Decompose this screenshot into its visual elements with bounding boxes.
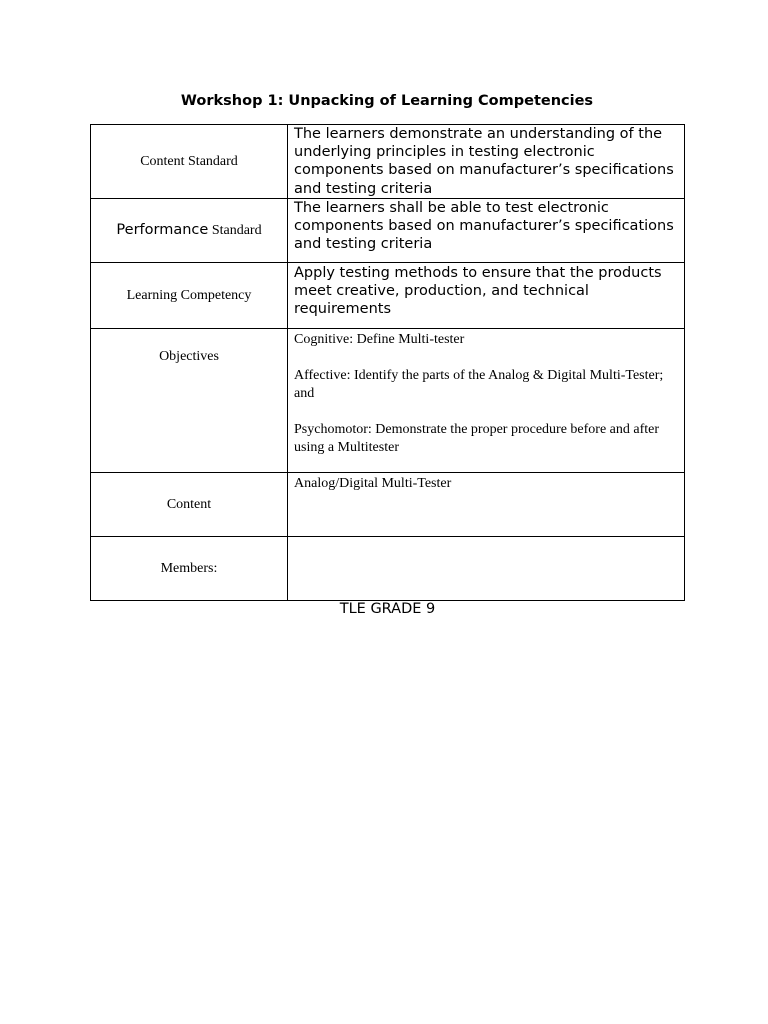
label-cell bbox=[91, 125, 288, 199]
objectives-label: Objectives bbox=[159, 349, 219, 364]
cognitive-objective: Cognitive: Define Multi-tester bbox=[294, 332, 465, 347]
table-row bbox=[91, 537, 685, 601]
label-cell bbox=[91, 473, 288, 537]
content-text: Analog/Digital Multi-Tester bbox=[294, 476, 452, 491]
value-cell bbox=[288, 473, 685, 537]
value-cell bbox=[288, 263, 685, 329]
table-row bbox=[91, 125, 685, 199]
members-value-cell bbox=[288, 537, 685, 601]
value-cell bbox=[288, 125, 685, 199]
table-row bbox=[91, 263, 685, 329]
psychomotor-objective: Psychomotor: Demonstrate the proper procedure before and after using a Multitester bbox=[294, 422, 660, 455]
performance-label-word: Performance bbox=[116, 222, 209, 238]
standard-label-word: Standard bbox=[208, 223, 262, 238]
label-cell bbox=[91, 537, 288, 601]
grade-label: TLE GRADE 9 bbox=[339, 601, 436, 617]
members-text bbox=[288, 537, 684, 539]
label-cell bbox=[91, 263, 288, 329]
content-standard-label: Content Standard bbox=[140, 153, 238, 169]
table-row bbox=[91, 199, 685, 263]
value-cell bbox=[288, 329, 685, 473]
competency-table bbox=[90, 124, 685, 601]
content-label: Content bbox=[166, 496, 212, 512]
content-standard-text: The learners demonstrate an understanding of the underlying principles in testing electronic components based on manufacturer’s specifications and testing criteria bbox=[294, 126, 674, 197]
members-label: Members: bbox=[160, 560, 218, 576]
document-title: Workshop 1: Unpacking of Learning Competencies bbox=[180, 93, 594, 109]
value-cell bbox=[288, 199, 685, 263]
performance-standard-text: The learners shall be able to test electronic components based on manufacturer’s specifications and testing criteria bbox=[294, 200, 674, 253]
table-row bbox=[91, 473, 685, 537]
objectives-list bbox=[288, 329, 684, 457]
learning-competency-label: Learning Competency bbox=[126, 287, 252, 303]
table-row bbox=[91, 329, 685, 473]
affective-objective: Affective: Identify the parts of the Analog & Digital Multi-Tester; and bbox=[294, 368, 664, 401]
label-cell bbox=[91, 329, 288, 473]
label-cell bbox=[91, 199, 288, 263]
learning-competency-text: Apply testing methods to ensure that the products meet creative, production, and technical requirements bbox=[294, 265, 662, 318]
